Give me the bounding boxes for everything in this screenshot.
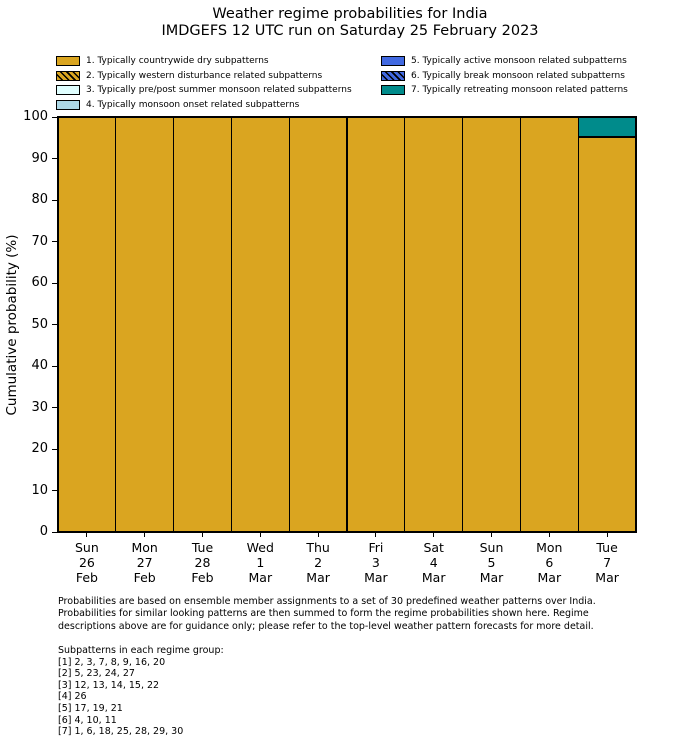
y-tick-label: 80 xyxy=(31,192,48,207)
legend-swatch xyxy=(381,56,405,66)
legend-item xyxy=(381,83,628,98)
legend-column-right xyxy=(381,54,628,98)
y-tick-label: 40 xyxy=(31,358,48,373)
legend-swatch xyxy=(381,85,405,95)
footer-line: Probabilities are based on ensemble member assignments to a set of 30 predefined weather patterns over India. xyxy=(58,596,596,607)
x-tick-label-line: 6 xyxy=(545,555,554,570)
chart-title-line2: IMDGEFS 12 UTC run on Saturday 25 February 2023 xyxy=(161,23,539,39)
x-tick-label-line: Mar xyxy=(537,570,562,585)
legend-label: 3. Typically pre/post summer monsoon related subpatterns xyxy=(86,85,352,96)
x-tick-label-line: Mar xyxy=(479,570,504,585)
y-tick-mark xyxy=(52,200,57,201)
y-tick-label: 20 xyxy=(31,441,48,456)
y-tick-label: 90 xyxy=(31,150,48,166)
x-tick-mark xyxy=(375,533,376,537)
legend-item xyxy=(56,69,352,84)
x-tick-mark xyxy=(202,533,203,537)
y-tick-mark xyxy=(52,366,57,367)
x-tick-mark xyxy=(491,533,492,537)
subpatterns-group-line: [6] 4, 10, 11 xyxy=(58,714,117,726)
x-tick-mark xyxy=(433,533,434,537)
x-tick-label-line: 1 xyxy=(256,555,265,570)
x-tick-label xyxy=(520,540,578,585)
x-tick-label xyxy=(58,540,116,585)
x-tick-mark xyxy=(86,533,87,537)
x-tick-label-line: 27 xyxy=(136,555,153,570)
x-tick-label-line: 4 xyxy=(429,555,438,570)
y-tick-mark xyxy=(52,407,57,408)
x-tick-label-line: Feb xyxy=(75,570,98,585)
legend-column-left xyxy=(56,54,352,112)
x-tick-label-line: 5 xyxy=(487,555,496,570)
x-tick-label-line: Sun xyxy=(479,540,504,555)
subpatterns-group-line: [1] 2, 3, 7, 8, 9, 16, 20 xyxy=(58,656,166,668)
x-tick-label-line: Tue xyxy=(191,540,214,555)
bar-segment xyxy=(58,117,117,532)
bar-segment xyxy=(578,117,637,137)
x-tick-label-line: Mar xyxy=(306,570,330,585)
plot-area xyxy=(57,116,637,533)
x-tick-mark xyxy=(549,533,550,537)
y-tick-mark xyxy=(52,158,57,159)
subpatterns-group-line: [5] 17, 19, 21 xyxy=(58,702,123,714)
x-tick-label-line: Mar xyxy=(421,570,446,585)
bar-segment xyxy=(462,117,521,532)
legend-swatch xyxy=(56,100,80,110)
y-tick-mark xyxy=(52,532,57,533)
x-tick-label-line: Sun xyxy=(75,540,99,555)
y-tick-mark xyxy=(52,283,57,284)
y-tick-mark xyxy=(52,241,57,242)
y-tick-mark xyxy=(52,490,57,491)
x-tick-label xyxy=(174,540,232,585)
x-tick-label xyxy=(347,540,405,585)
legend-item xyxy=(56,54,352,69)
legend-item xyxy=(381,54,628,69)
x-tick-label-line: Mar xyxy=(595,570,619,585)
x-tick-label-line: Fri xyxy=(368,540,384,555)
legend-swatch xyxy=(56,56,80,66)
x-tick-label-line: Feb xyxy=(133,570,156,585)
x-tick-mark xyxy=(144,533,145,537)
subpatterns-group-line: [4] 26 xyxy=(58,691,87,703)
subpatterns-group-line: [7] 1, 6, 18, 25, 28, 29, 30 xyxy=(58,726,184,738)
y-tick-label: 10 xyxy=(31,482,48,498)
x-tick-label xyxy=(116,540,174,585)
y-tick-label: 30 xyxy=(31,399,48,415)
x-tick-label-line: 26 xyxy=(78,555,95,570)
x-tick-label-line: Wed xyxy=(246,540,274,555)
x-tick-label-line: Sat xyxy=(423,540,444,555)
x-tick-label-line: 7 xyxy=(603,555,612,570)
x-tick-label xyxy=(231,540,289,585)
x-tick-mark xyxy=(260,533,261,537)
legend-swatch xyxy=(56,85,80,95)
x-tick-label-line: Mon xyxy=(131,540,158,555)
subpatterns-groups xyxy=(58,657,224,738)
x-tick-label-line: 3 xyxy=(371,555,380,570)
bar-segment xyxy=(404,117,463,532)
legend-swatch xyxy=(56,71,80,81)
y-tick-label: 70 xyxy=(31,233,48,249)
x-tick-label-line: Mar xyxy=(364,570,388,585)
x-tick-label-line: 28 xyxy=(194,555,211,570)
legend-label: 4. Typically monsoon onset related subpatterns xyxy=(86,100,300,111)
x-tick-label xyxy=(405,540,463,585)
y-tick-label: 60 xyxy=(31,275,48,290)
bar-segment xyxy=(578,137,637,532)
legend-label: 5. Typically active monsoon related subpatterns xyxy=(411,56,627,67)
y-axis-label: Cumulative probability (%) xyxy=(4,234,20,416)
legend-label: 7. Typically retreating monsoon related patterns xyxy=(411,85,628,96)
x-tick-mark xyxy=(607,533,608,537)
x-tick-label-line: Mar xyxy=(248,570,273,585)
bar-segment xyxy=(173,117,232,532)
subpatterns-group-line: [3] 12, 13, 14, 15, 22 xyxy=(58,679,160,691)
y-tick-mark xyxy=(52,117,57,118)
legend-item xyxy=(56,98,352,113)
legend-swatch xyxy=(381,71,405,81)
footer-line: Probabilities for similar looking patterns are then summed to form the regime probabilities shown here. Regime xyxy=(58,608,589,620)
legend-item xyxy=(56,83,352,98)
x-tick-label-line: Feb xyxy=(191,570,214,585)
bar-segment xyxy=(231,117,290,532)
x-tick-label-line: Mon xyxy=(536,540,563,555)
chart-title xyxy=(0,6,700,40)
x-tick-label-line: Thu xyxy=(306,540,330,555)
legend-item xyxy=(381,69,628,84)
y-tick-mark xyxy=(52,449,57,450)
y-tick-label: 100 xyxy=(23,109,48,124)
bar-segment xyxy=(289,117,348,532)
x-tick-label xyxy=(463,540,521,585)
legend-label: 1. Typically countrywide dry subpatterns xyxy=(86,56,269,67)
y-tick-mark xyxy=(52,324,57,325)
subpatterns-group-line: [2] 5, 23, 24, 27 xyxy=(58,668,135,680)
footer-line: descriptions above are for guidance only; please refer to the top-level weather pattern forecasts for more detail. xyxy=(58,620,594,632)
y-tick-label: 50 xyxy=(31,316,48,332)
x-tick-label-line: 2 xyxy=(314,555,323,570)
subpatterns-list xyxy=(58,645,224,738)
bar-segment xyxy=(520,117,579,532)
x-tick-label xyxy=(289,540,347,585)
x-tick-mark xyxy=(318,533,319,537)
x-tick-label xyxy=(578,540,636,585)
subpatterns-header: Subpatterns in each regime group: xyxy=(58,645,224,656)
legend-label: 6. Typically break monsoon related subpatterns xyxy=(411,70,625,81)
y-tick-label: 0 xyxy=(39,524,48,539)
x-tick-label-line: Tue xyxy=(596,540,618,555)
bar-segment xyxy=(347,117,406,532)
legend-label: 2. Typically western disturbance related subpatterns xyxy=(86,70,323,81)
chart-title-line1: Weather regime probabilities for India xyxy=(212,6,488,22)
bar-segment xyxy=(115,117,174,532)
footer-note xyxy=(58,596,596,633)
